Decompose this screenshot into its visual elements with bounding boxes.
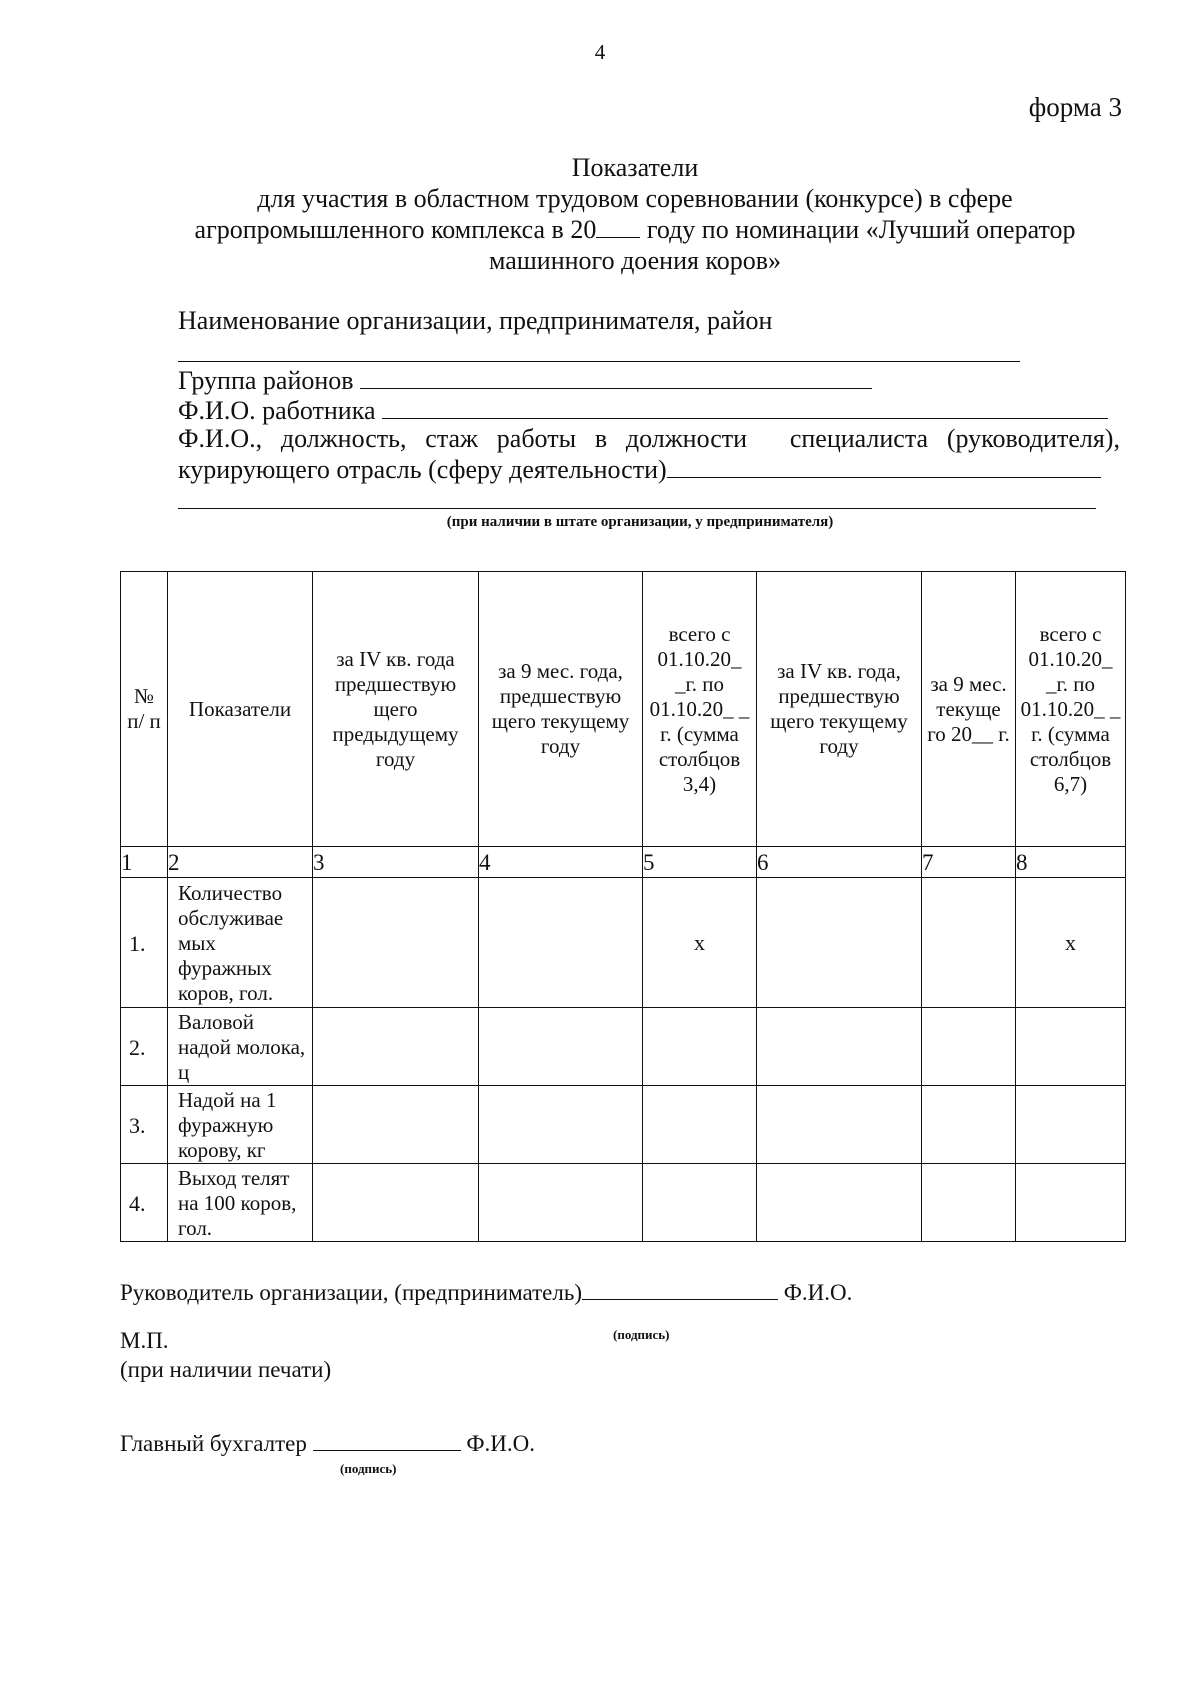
specialist-word: работы	[496, 424, 577, 453]
specialist-word: (руководителя),	[946, 424, 1120, 453]
worker-field	[178, 396, 1108, 426]
page-number: 4	[594, 40, 606, 64]
table-row	[121, 878, 1126, 1008]
value-cell[interactable]	[1016, 1008, 1126, 1086]
column-number: 1	[121, 847, 168, 878]
value-cell[interactable]	[313, 878, 479, 1008]
accountant-signature-line	[120, 1430, 535, 1457]
value-cell[interactable]	[479, 878, 643, 1008]
row-number: 1.	[121, 878, 168, 1008]
table-row	[121, 1086, 1126, 1164]
title-line-2: для участия в областном трудовом соревновании (конкурсе) в сфере	[257, 184, 1013, 213]
form-label: форма 3	[1028, 92, 1122, 122]
specialist-word: стаж	[425, 424, 479, 453]
value-cell[interactable]	[922, 1086, 1016, 1164]
header-cell: за 9 мес. текуще го 20__ г.	[922, 572, 1016, 847]
title-line-4: машинного доения коров»	[488, 246, 782, 275]
signature-note: (подпись)	[613, 1327, 670, 1342]
value-cell[interactable]	[1016, 1086, 1126, 1164]
header-cell: Показатели	[168, 572, 313, 847]
value-cell[interactable]	[757, 1008, 922, 1086]
header-cell: № п/ п	[121, 572, 168, 847]
head-label: Руководитель организации, (предприниматель)	[120, 1280, 583, 1305]
column-number: 4	[479, 847, 643, 878]
title-line-3	[150, 214, 1120, 245]
value-cell[interactable]	[313, 1008, 479, 1086]
specialist-word: должность,	[280, 424, 407, 453]
org-blank-line[interactable]	[178, 361, 1020, 362]
specialist-label-line	[178, 424, 1120, 454]
stamp-note: (при наличии печати)	[120, 1357, 332, 1382]
value-cell[interactable]	[757, 1164, 922, 1242]
group-blank[interactable]	[360, 366, 872, 389]
row-number: 2.	[121, 1008, 168, 1086]
header-cell: за IV кв. года предшествую щего предыдущему году	[313, 572, 479, 847]
signature-note: (подпись)	[340, 1461, 397, 1476]
value-cell[interactable]	[643, 1086, 757, 1164]
value-cell: х	[1016, 878, 1126, 1008]
value-cell[interactable]	[757, 1086, 922, 1164]
specialist-word: в	[594, 424, 608, 453]
value-cell[interactable]	[643, 1164, 757, 1242]
header-cell: всего с 01.10.20_ _г. по 01.10.20_ _ г. (сумма столбцов 6,7)	[1016, 572, 1126, 847]
table-row	[121, 1164, 1126, 1242]
staff-note: (при наличии в штате организации, у предпринимателя)	[446, 514, 834, 530]
table-header-row	[121, 572, 1126, 847]
value-cell[interactable]	[922, 1164, 1016, 1242]
header-cell: за IV кв. года, предшествую щего текущему году	[757, 572, 922, 847]
value-cell[interactable]	[479, 1164, 643, 1242]
value-cell[interactable]	[1016, 1164, 1126, 1242]
column-number: 5	[643, 847, 757, 878]
accountant-signature-blank[interactable]	[313, 1430, 461, 1451]
group-field	[178, 366, 872, 396]
group-label: Группа районов	[178, 366, 354, 395]
value-cell[interactable]	[479, 1086, 643, 1164]
specialist-label-2: курирующего отрасль (сферу деятельности)	[178, 455, 667, 484]
value-cell[interactable]	[479, 1008, 643, 1086]
value-cell[interactable]	[313, 1086, 479, 1164]
worker-blank[interactable]	[382, 396, 1108, 419]
indicator-label: Надой на 1 фуражную корову, кг	[168, 1086, 313, 1164]
head-signature-blank[interactable]	[582, 1279, 778, 1300]
specialist-word: специалиста	[789, 424, 929, 453]
value-cell[interactable]	[313, 1164, 479, 1242]
head-fio: Ф.И.О.	[783, 1280, 853, 1305]
value-cell[interactable]	[757, 878, 922, 1008]
title-line-1: Показатели	[571, 153, 699, 182]
column-number: 8	[1016, 847, 1126, 878]
title-line-3-end: году по номинации «Лучший оператор	[646, 215, 1076, 244]
stamp-label: М.П.	[120, 1328, 169, 1353]
accountant-fio: Ф.И.О.	[466, 1431, 535, 1456]
header-cell: всего с 01.10.20_ _г. по 01.10.20_ _ г. (сумма столбцов 3,4)	[643, 572, 757, 847]
value-cell[interactable]	[922, 878, 1016, 1008]
specialist-field	[178, 455, 1101, 485]
row-number: 3.	[121, 1086, 168, 1164]
column-number-row	[121, 847, 1126, 878]
head-signature-line	[120, 1279, 852, 1306]
indicators-table	[120, 571, 1126, 1242]
specialist-word: должности	[625, 424, 748, 453]
value-cell[interactable]	[643, 1008, 757, 1086]
column-number: 7	[922, 847, 1016, 878]
year-blank[interactable]	[596, 215, 640, 238]
org-label: Наименование организации, предпринимателя, район	[178, 306, 773, 335]
indicator-label: Количество обслуживае мых фуражных коров, гол.	[168, 878, 313, 1008]
specialist-word: Ф.И.О.,	[178, 424, 263, 453]
table-row	[121, 1008, 1126, 1086]
specialist-blank-line-2[interactable]	[178, 508, 1096, 509]
specialist-blank[interactable]	[667, 455, 1101, 478]
document-title	[150, 152, 1120, 276]
title-line-3-start: агропромышленного комплекса в 20	[194, 215, 597, 244]
column-number: 3	[313, 847, 479, 878]
column-number: 6	[757, 847, 922, 878]
indicator-label: Выход телят на 100 коров, гол.	[168, 1164, 313, 1242]
column-number: 2	[168, 847, 313, 878]
indicator-label: Валовой надой молока, ц	[168, 1008, 313, 1086]
worker-label: Ф.И.О. работника	[178, 396, 376, 425]
value-cell[interactable]	[922, 1008, 1016, 1086]
header-cell: за 9 мес. года, предшествую щего текущему году	[479, 572, 643, 847]
accountant-label: Главный бухгалтер	[120, 1431, 307, 1456]
row-number: 4.	[121, 1164, 168, 1242]
value-cell: х	[643, 878, 757, 1008]
